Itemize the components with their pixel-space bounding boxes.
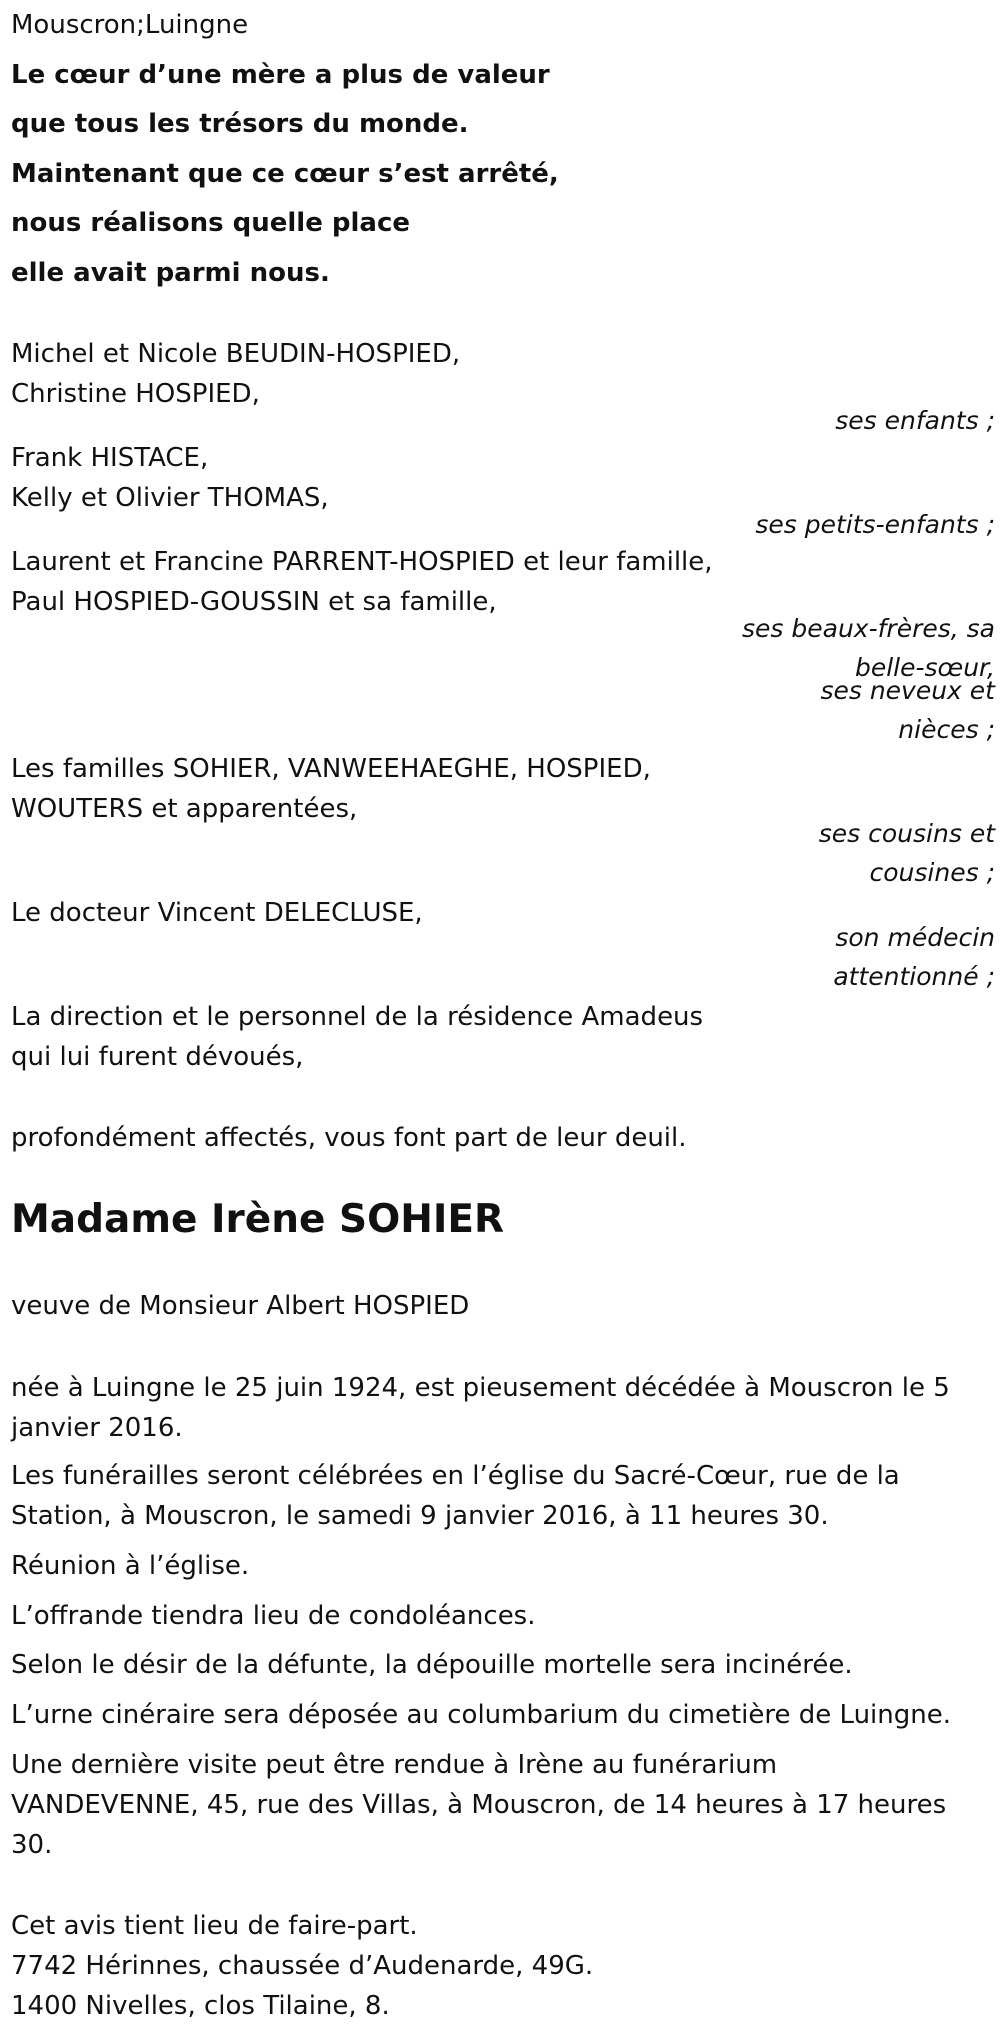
relation-in-laws: ses neveux et bbox=[820, 676, 995, 705]
header-place-line: Mouscron;Luingne bbox=[11, 10, 249, 40]
funeral-line: Les funérailles seront célébrées en l’église du Sacré-Cœur, rue de la bbox=[11, 1461, 900, 1491]
family-name-line: Paul HOSPIED-GOUSSIN et sa famille, bbox=[11, 587, 497, 617]
relation-children: ses enfants ; bbox=[835, 406, 995, 435]
relation-in-laws: belle-sœur, bbox=[854, 653, 995, 682]
visit-line: Une dernière visite peut être rendue à Irène au funérarium bbox=[11, 1750, 778, 1780]
footer-line: Cet avis tient lieu de faire-part. bbox=[11, 1911, 418, 1941]
spouse-line: veuve de Monsieur Albert HOSPIED bbox=[11, 1291, 470, 1321]
family-name-line: Michel et Nicole BEUDIN-HOSPIED, bbox=[11, 339, 461, 369]
poem-line: Le cœur d’une mère a plus de valeur bbox=[11, 60, 550, 90]
relation-in-laws: nièces ; bbox=[898, 715, 995, 744]
birth-death-line: janvier 2016. bbox=[11, 1413, 183, 1443]
family-name-line: La direction et le personnel de la résidence Amadeus bbox=[11, 1002, 704, 1032]
footer-line: 1400 Nivelles, clos Tilaine, 8. bbox=[11, 1991, 390, 2021]
family-name-line: Frank HISTACE, bbox=[11, 443, 209, 473]
relation-doctor: son médecin bbox=[835, 923, 995, 952]
relation-grandchildren: ses petits-enfants ; bbox=[755, 510, 995, 539]
urn-line: L’urne cinéraire sera déposée au columbarium du cimetière de Luingne. bbox=[11, 1700, 951, 1730]
relation-cousins: ses cousins et bbox=[818, 819, 995, 848]
relation-in-laws: ses beaux-frères, sa bbox=[742, 614, 995, 643]
deceased-name: Madame Irène SOHIER bbox=[11, 1197, 505, 1242]
family-name-line: Laurent et Francine PARRENT-HOSPIED et leur famille, bbox=[11, 547, 713, 577]
visit-line: VANDEVENNE, 45, rue des Villas, à Mouscron, de 14 heures à 17 heures bbox=[11, 1790, 947, 1820]
family-name-line: Christine HOSPIED, bbox=[11, 379, 260, 409]
poem-line: Maintenant que ce cœur s’est arrêté, bbox=[11, 159, 559, 189]
family-name-line: Kelly et Olivier THOMAS, bbox=[11, 483, 329, 513]
poem-line: nous réalisons quelle place bbox=[11, 208, 410, 238]
footer-line: 7742 Hérinnes, chaussée d’Audenarde, 49G. bbox=[11, 1951, 594, 1981]
poem-line: elle avait parmi nous. bbox=[11, 258, 330, 288]
visit-line: 30. bbox=[11, 1830, 53, 1860]
cremation-line: Selon le désir de la défunte, la dépouille mortelle sera incinérée. bbox=[11, 1650, 853, 1680]
family-name-line: qui lui furent dévoués, bbox=[11, 1042, 304, 1072]
relation-doctor: attentionné ; bbox=[833, 962, 995, 991]
family-name-line: Les familles SOHIER, VANWEEHAEGHE, HOSPIED, bbox=[11, 754, 651, 784]
funeral-line: Station, à Mouscron, le samedi 9 janvier 2016, à 11 heures 30. bbox=[11, 1501, 829, 1531]
birth-death-line: née à Luingne le 25 juin 1924, est pieusement décédée à Mouscron le 5 bbox=[11, 1373, 950, 1403]
family-name-line: WOUTERS et apparentées, bbox=[11, 794, 358, 824]
family-name-line: Le docteur Vincent DELECLUSE, bbox=[11, 898, 423, 928]
offering-line: L’offrande tiendra lieu de condoléances. bbox=[11, 1601, 536, 1631]
poem-line: que tous les trésors du monde. bbox=[11, 109, 469, 139]
meeting-line: Réunion à l’église. bbox=[11, 1551, 250, 1581]
relation-cousins: cousines ; bbox=[869, 858, 995, 887]
closing-line: profondément affectés, vous font part de leur deuil. bbox=[11, 1123, 687, 1153]
